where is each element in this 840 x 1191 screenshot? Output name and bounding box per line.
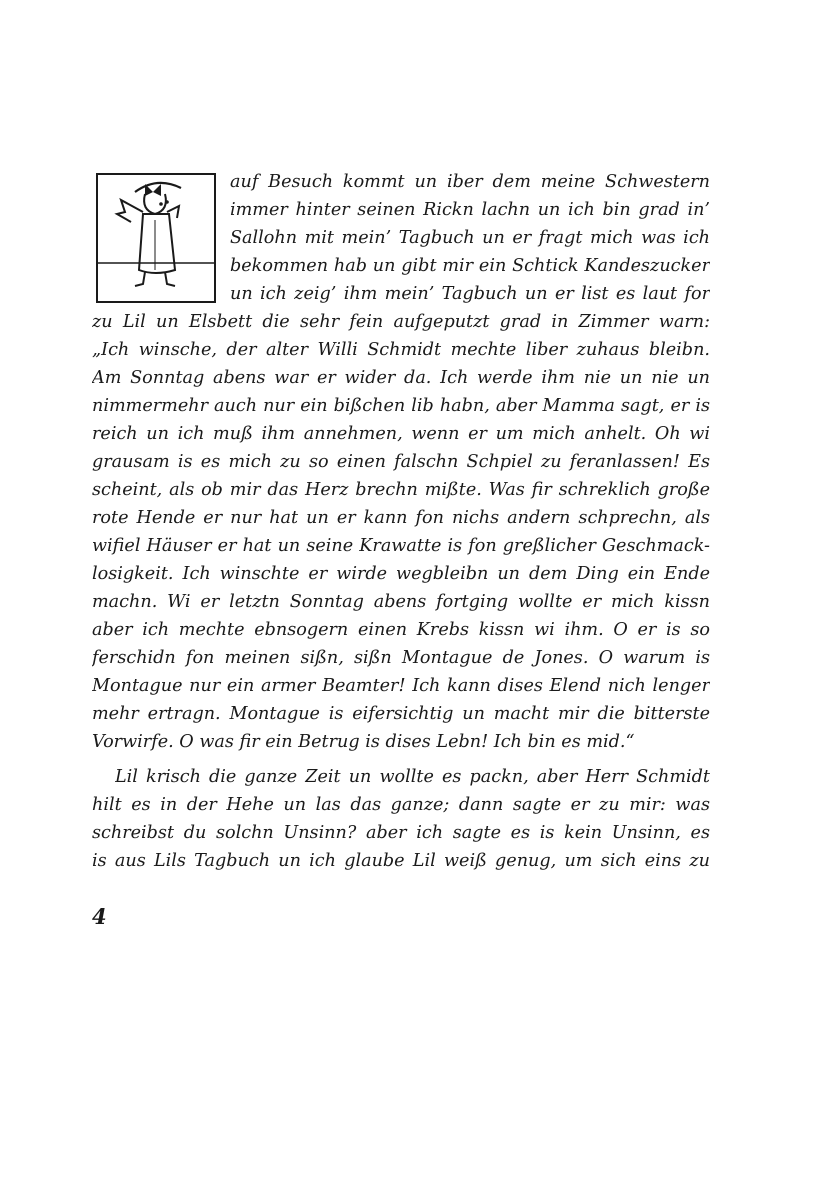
text-line: Lil krisch die ganze Zeit un wollte es packn, aber Herr Schmidt — [115, 767, 710, 787]
text-line: Montague nur ein armer Beamter! Ich kann dises Elend nich lenger — [92, 676, 710, 696]
text-line: zu Lil un Elsbett die sehr fein aufgeputzt grad in Zimmer warn: — [92, 312, 710, 332]
text-line: reich un ich muß ihm annehmen, wenn er um mich anhelt. Oh wi — [92, 424, 710, 444]
text-line: nimmermehr auch nur ein bißchen lib habn, aber Mamma sagt, er is — [92, 396, 710, 416]
text-line: ferschidn fon meinen sißn, sißn Montague de Jones. O warum is — [92, 648, 710, 668]
text-line: Sallohn mit mein’ Tagbuch un er fragt mich was ich — [230, 228, 710, 248]
text-line: auf Besuch kommt un iber dem meine Schwestern — [230, 172, 710, 192]
text-line: is aus Lils Tagbuch un ich glaube Lil weiß genug, um sich eins zu — [92, 851, 710, 871]
girl-figure-icon — [95, 170, 219, 306]
text-line: schreibst du solchn Unsinn? aber ich sagte es is kein Unsinn, es — [92, 823, 710, 843]
text-line: „Ich winsche, der alter Willi Schmidt mechte liber zuhaus bleibn. — [92, 340, 710, 360]
text-line: losigkeit. Ich winschte er wirde wegbleibn un dem Ding ein Ende — [92, 564, 710, 584]
text-line: aber ich mechte ebnsogern einen Krebs kissn wi ihm. O er is so — [92, 620, 710, 640]
text-line: grausam is es mich zu so einen falschn Schpiel zu feranlassen! Es — [92, 452, 710, 472]
text-line: mehr ertragn. Montague is eifersichtig un macht mir die bitterste — [92, 704, 710, 724]
illustration-vignette — [95, 170, 219, 306]
text-line: Am Sonntag abens war er wider da. Ich werde ihm nie un nie un — [92, 368, 710, 388]
text-line: rote Hende er nur hat un er kann fon nichs andern schprechn, als — [92, 508, 710, 528]
text-line: hilt es in der Hehe un las das ganze; dann sagte er zu mir: was — [92, 795, 710, 815]
text-line: scheint, als ob mir das Herz brechn mißte. Was fir schreklich große — [92, 480, 710, 500]
page-number: 4 — [92, 904, 107, 929]
text-line: immer hinter seinen Rickn lachn un ich bin grad in’ — [230, 200, 710, 220]
text-line: Vorwirfe. O was fir ein Betrug is dises Lebn! Ich bin es mid.“ — [92, 732, 635, 752]
text-line: wifiel Häuser er hat un seine Krawatte is fon greßlicher Geschmack- — [92, 536, 710, 556]
text-line: un ich zeig’ ihm mein’ Tagbuch un er list es laut for — [230, 284, 710, 304]
text-line: bekommen hab un gibt mir ein Schtick Kandeszucker — [230, 256, 710, 276]
text-line: machn. Wi er letztn Sonntag abens fortging wollte er mich kissn — [92, 592, 710, 612]
